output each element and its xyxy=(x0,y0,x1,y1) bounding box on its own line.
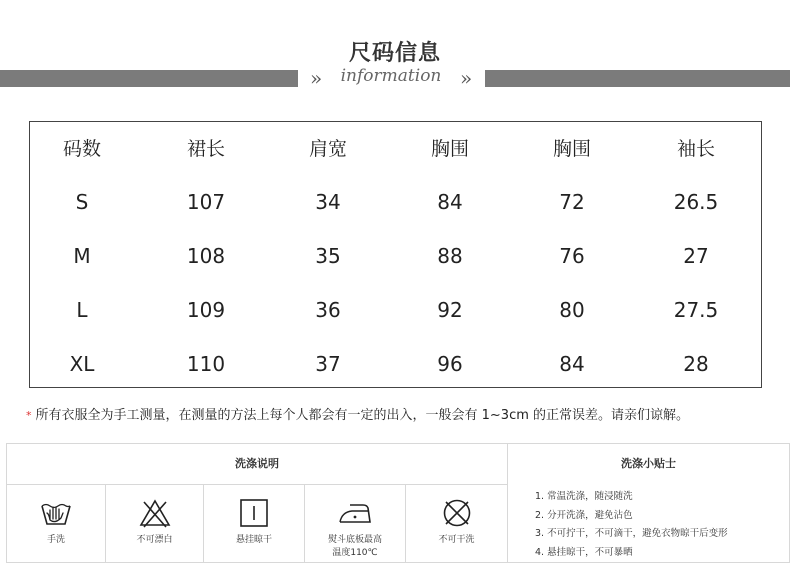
measurement-note xyxy=(26,404,689,423)
table-cell: 72 xyxy=(559,190,585,214)
care-label: 不可干洗 xyxy=(438,535,475,545)
table-cell: 76 xyxy=(559,244,585,268)
header-cell: 胸围 xyxy=(430,138,469,160)
list-item: 4. 悬挂晾干，不可暴晒 xyxy=(535,546,633,558)
table-cell: 84 xyxy=(437,190,463,214)
table-cell: L xyxy=(76,298,88,322)
page-subtitle: information xyxy=(340,66,442,86)
table-cell: 35 xyxy=(315,244,341,268)
care-label: 手洗 xyxy=(46,535,65,545)
table-cell: 27.5 xyxy=(673,298,719,322)
header-cell: 袖长 xyxy=(676,138,715,160)
hang-dry-icon xyxy=(237,498,271,528)
wash-tips-list xyxy=(535,488,728,562)
table-row xyxy=(30,283,761,337)
list-item: 3. 不可拧干，不可滴干，避免衣物晾干后变形 xyxy=(535,528,728,539)
table-cell: 36 xyxy=(315,298,341,322)
care-item xyxy=(406,484,507,562)
care-item xyxy=(305,484,405,562)
list-item: 1. 常温洗涤，随浸随洗 xyxy=(535,491,633,502)
table-cell: 28 xyxy=(683,352,709,376)
table-row xyxy=(30,175,761,229)
wash-instructions-title: 洗涤说明 xyxy=(235,457,279,470)
table-cell: 108 xyxy=(186,244,226,268)
care-item xyxy=(204,484,304,562)
table-cell: 84 xyxy=(559,352,585,376)
header-bar-right xyxy=(485,70,790,87)
table-cell: 88 xyxy=(437,244,463,268)
header-cell: 肩宽 xyxy=(308,138,347,160)
chevron-right-icon: » xyxy=(460,66,473,90)
size-table xyxy=(29,121,762,388)
care-item xyxy=(106,484,203,562)
care-label-line: 熨斗底板最高 xyxy=(327,535,382,545)
table-cell: 26.5 xyxy=(673,190,719,214)
hand-wash-icon xyxy=(39,498,73,528)
table-cell: M xyxy=(73,244,91,268)
table-row xyxy=(30,337,761,391)
table-cell: 96 xyxy=(437,352,463,376)
table-cell: S xyxy=(75,190,89,214)
table-row xyxy=(30,229,761,283)
page-title: 尺码信息 xyxy=(348,41,441,66)
care-item xyxy=(7,484,105,562)
note-star-icon: * xyxy=(26,409,32,422)
header-cell: 码数 xyxy=(62,138,101,160)
size-table-header xyxy=(30,122,761,176)
table-cell: 110 xyxy=(186,352,226,376)
table-cell: 37 xyxy=(315,352,341,376)
care-label xyxy=(305,534,405,560)
table-cell: XL xyxy=(69,352,95,376)
note-text: 所有衣服全为手工测量，在测量的方法上每个人都会有一定的出入，一般会有 1~3cm 的正常误差。请亲们谅解。 xyxy=(35,408,690,423)
table-cell: 27 xyxy=(683,244,709,268)
header-bar-left xyxy=(0,70,298,87)
iron-icon xyxy=(338,498,372,528)
care-label: 不可漂白 xyxy=(136,535,173,545)
table-cell: 107 xyxy=(186,190,226,214)
table-cell: 34 xyxy=(315,190,341,214)
no-bleach-icon xyxy=(138,498,172,528)
wash-tips-title: 洗涤小贴士 xyxy=(621,457,676,470)
table-cell: 109 xyxy=(186,298,226,322)
table-cell: 80 xyxy=(559,298,585,322)
list-item: 2. 分开洗涤，避免沾色 xyxy=(535,509,633,521)
care-label-line: 温度110℃ xyxy=(332,548,378,558)
header-cell: 胸围 xyxy=(552,138,591,160)
care-label: 悬挂晾干 xyxy=(235,535,272,545)
chevron-right-icon: » xyxy=(310,66,323,90)
no-dry-clean-icon xyxy=(440,498,474,528)
header-cell: 裙长 xyxy=(186,138,225,160)
table-cell: 92 xyxy=(437,298,463,322)
